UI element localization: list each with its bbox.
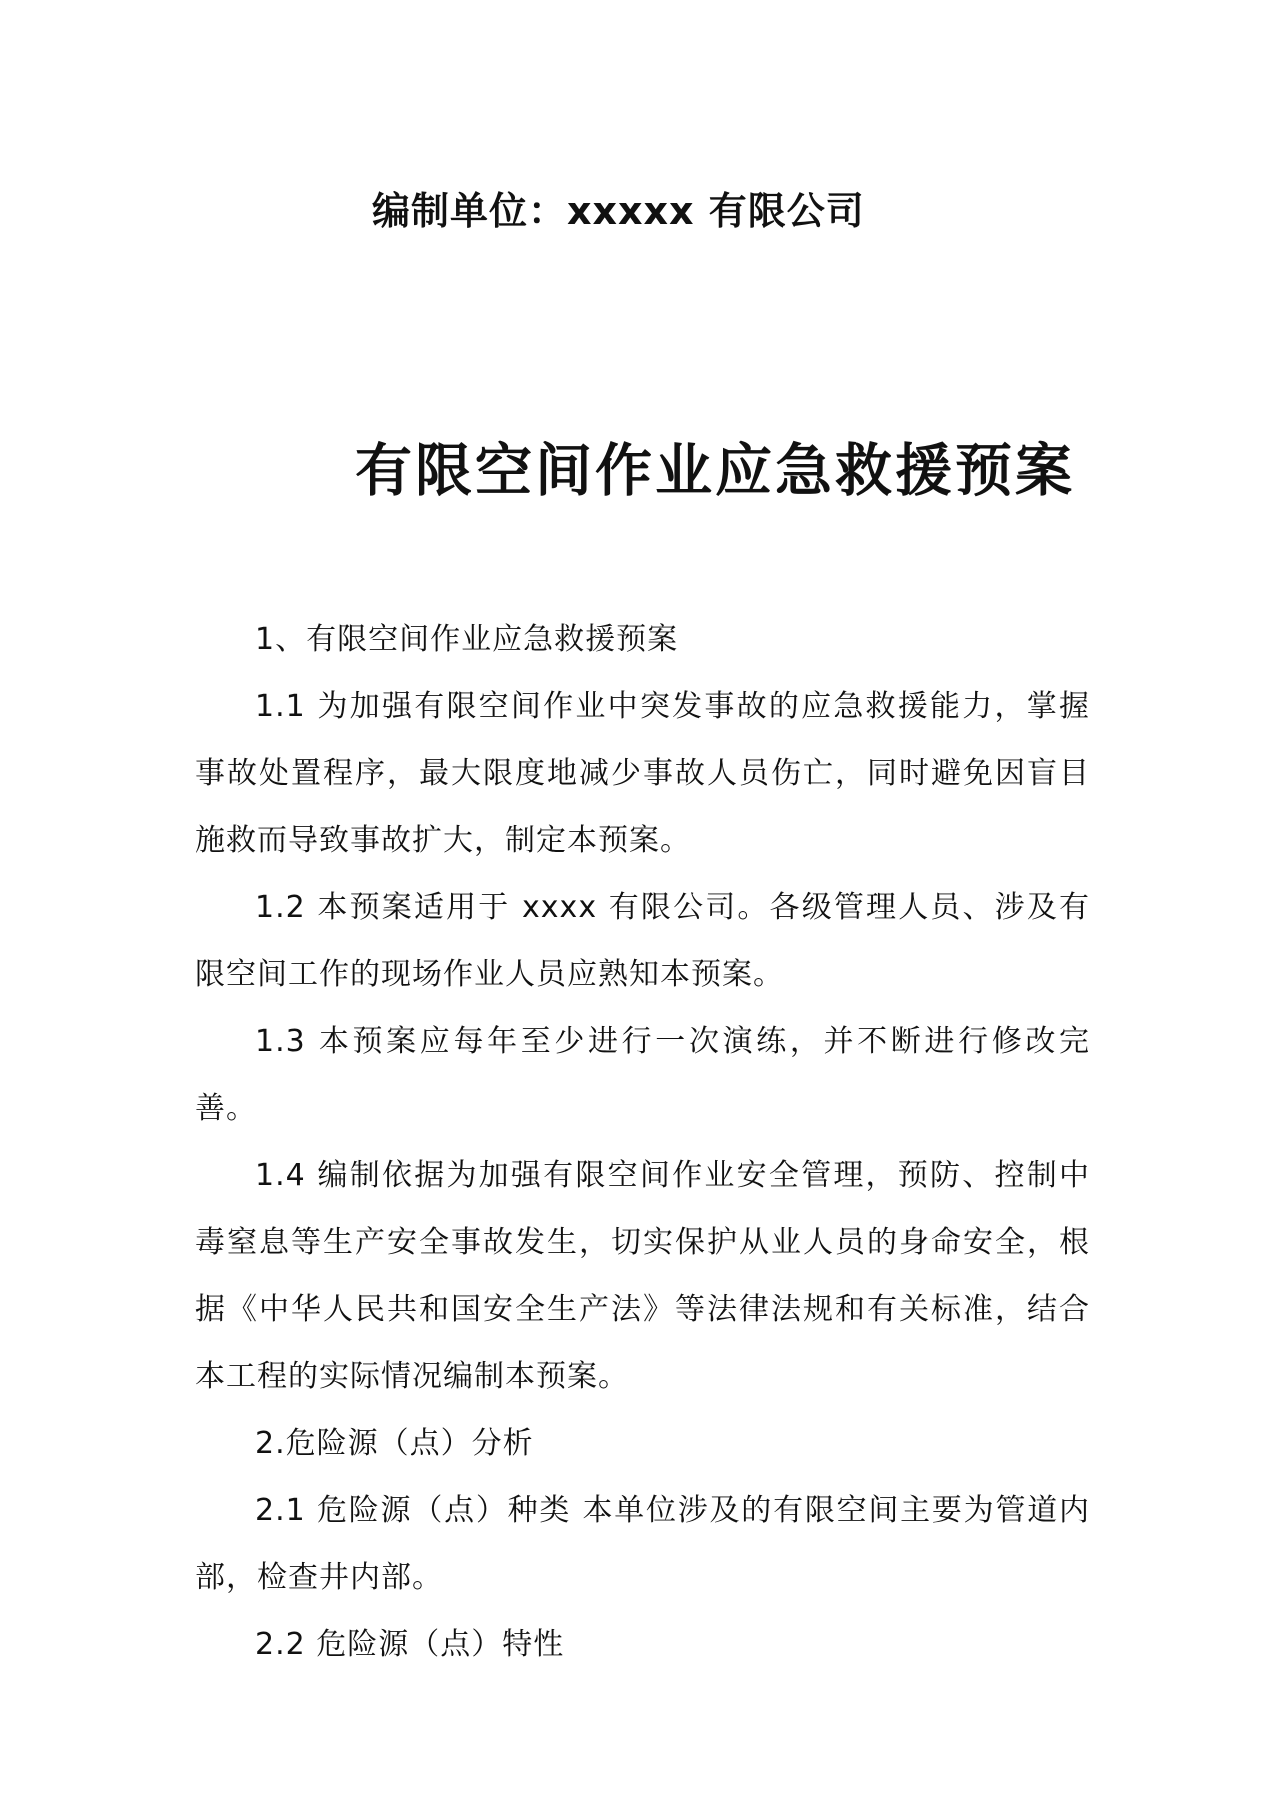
organization-line: 编制单位：xxxxx 有限公司 [372, 189, 865, 233]
document-body [195, 606, 1090, 1678]
paragraph: 1.4 编制依据为加强有限空间作业安全管理，预防、控制中毒窒息等生产安全事故发生，切实保护从业人员的身命安全，根据《中华人民共和国安全生产法》等法律法规和有关标准，结合本工程的实际情况编制本预案。 [195, 1158, 1090, 1394]
section-heading: 2.危险源（点）分析 [255, 1426, 534, 1461]
paragraph: 1.3 本预案应每年至少进行一次演练，并不断进行修改完善。 [195, 1024, 1090, 1126]
paragraph: 1.2 本预案适用于 xxxx 有限公司。各级管理人员、涉及有限空间工作的现场作业人员应熟知本预案。 [195, 890, 1090, 992]
paragraph: 2.1 危险源（点）种类 本单位涉及的有限空间主要为管道内部，检查井内部。 [195, 1493, 1090, 1595]
document-title: 有限空间作业应急救援预案 [355, 438, 1075, 504]
paragraph: 2.2 危险源（点）特性 [255, 1627, 565, 1662]
section-heading: 1、有限空间作业应急救援预案 [255, 622, 679, 657]
paragraph: 1.1 为加强有限空间作业中突发事故的应急救援能力，掌握事故处置程序，最大限度地减少事故人员伤亡，同时避免因盲目施救而导致事故扩大，制定本预案。 [195, 689, 1090, 858]
